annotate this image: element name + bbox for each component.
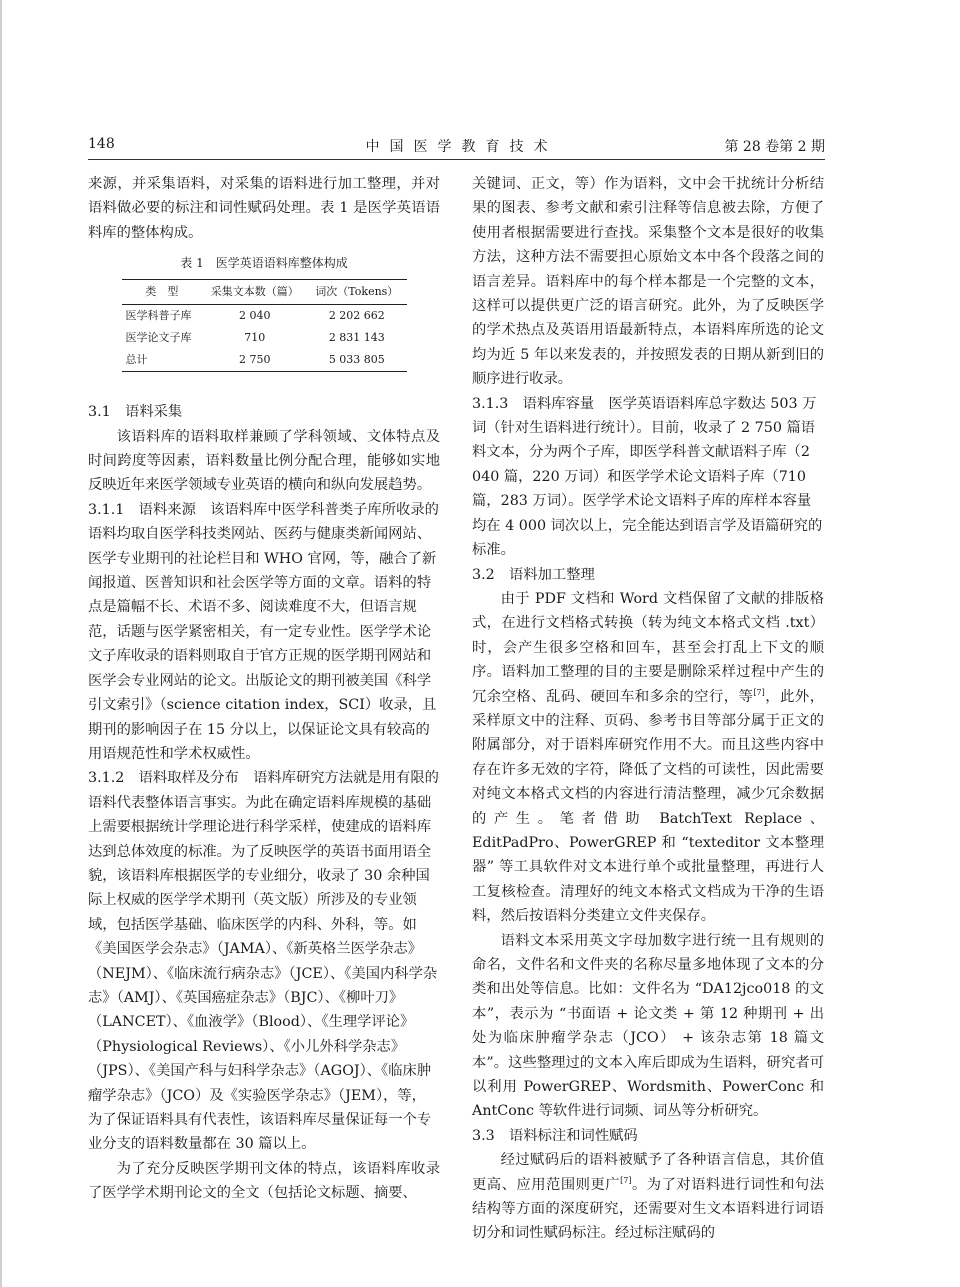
- left-column: [88, 172, 440, 1206]
- table-header-type: 类 型: [122, 280, 203, 305]
- continued-paragraph: 关键词、正文，等）作为语料，文中会干扰统计分析结果的图表、参考文献和索引注释等信息被去除，方便了使用者根据需要进行查找。采集整个文本是很好的收集方法，这种方法不需要担心原始文本中各个段落之间的语言差异。语料库中的每个样本都是一个完整的文本，这样可以提供更广泛的语言研究。此外，为了反映医学的学术热点及英语用语最新特点，本语料库所选的论文均为近 5 年以来发表的，并按照发表的日期从新到旧的顺序进行收录。: [472, 176, 824, 388]
- table-title: 表 1 医学英语语料库整体构成: [180, 256, 348, 271]
- table-cell: 710: [244, 331, 266, 345]
- table-cell: 2 040: [238, 309, 271, 323]
- table-header-texts: 采集文本数（篇）: [202, 280, 307, 305]
- section-3-3-paragraph: [472, 1148, 824, 1246]
- citation-ref: [7]: [620, 1175, 632, 1185]
- section-3-1-paragraph: 该语料库的语料取样兼顾了学科领域、文体特点及时间跨度等因素，语料数量比例分配合理，能够如实地反映近年来医学领域专业英语的横向和纵向发展趋势。: [88, 428, 440, 494]
- section-3-2-paragraph-2: 语料文本采用英文字母加数字进行统一且有规则的命名，文件名和文件夹的名称尽量多地体现了文本的分类和出处等信息。比如：文件名为 “DA12jco018 的文本”，表示为 “书面语 + 论文类 + 第 12 种期刊 + 出处为临床肿瘤学杂志（JCO） + 该杂志第 18 篇文本”。这些整理过的文本入库后即成为生语料，研究者可以利用 PowerGREP、Wordsmith、PowerConc 和 AntConc 等软件进行词频、词丛等分析研究。: [472, 932, 824, 1120]
- section-3-1-heading: 3.1 语料采集: [88, 404, 183, 421]
- table-cell: 医学论文子库: [125, 331, 192, 345]
- section-3-2-paragraph: [472, 587, 824, 929]
- table-row: [122, 349, 407, 372]
- table-header-row: [122, 280, 407, 305]
- table-cell: 总计: [125, 353, 148, 367]
- section-3-1-1-text: 该语料库中医学科普类子库所收录的语料均取自医学科技类网站、医药与健康类新闻网站、医学专业期刊的社论栏目和 WHO 官网，等，融合了新闻报道、医普知识和社会医学等方面的文章。语料的特点是篇幅不长、术语不多、阅读难度不大，但语言规范，话题与医学紧密相关，有一定专业性。医学学术论文子库收录的语料则取自于官方正规的医学期刊网站和医学会专业网站的论文。出版论文的期刊被美国《科学引文索引》（science citation index，SCI）收录，且期刊的影响因子在 15 分以上，以保证论文具有较高的用语规范性和学术权威性。: [88, 501, 439, 762]
- right-column: [472, 172, 824, 1246]
- issue-label: 第 28 卷第 2 期: [724, 139, 825, 155]
- section-3-3-text-b: 。为了对语料进行词性和句法结构等方面的深度研究，还需要对生文本语料进行词语切分和词性赋码标注。经过标注赋码的: [472, 1176, 825, 1242]
- table-row: [122, 327, 407, 349]
- table-header-tokens: 词次（Tokens）: [307, 280, 406, 305]
- table-cell: 2 202 662: [328, 309, 385, 323]
- section-3-1-2-paragraph-2: 为了充分反映医学期刊文体的特点，该语料库收录了医学学术期刊论文的全文（包括论文标题、摘要、: [88, 1160, 440, 1202]
- section-3-2-heading: 3.2 语料加工整理: [472, 566, 595, 583]
- table-cell: 2 831 143: [328, 331, 385, 345]
- page-header: [88, 136, 825, 160]
- header-rule: [88, 159, 825, 160]
- table-cell: 5 033 805: [328, 353, 385, 367]
- section-3-1-1-heading: 3.1.1 语料来源: [88, 501, 196, 518]
- section-3-1-2-text: 语料库研究方法就是用有限的语料代表整体语言事实。为此在确定语料库规模的基础上需要根据统计学理论进行科学采样，使建成的语料库达到总体效度的标准。为了反映医学的英语书面用语全貌，该语料库根据医学的专业细分，收录了 30 余种国际上权威的医学学术期刊（英文版）所涉及的专业领域，包括医学基础、临床医学的内科、外科，等。如《美国医学会杂志》（JAMA）、《新英格兰医学杂志》（NEJM）、《临床流行病杂志》（JCE）、《美国内科学杂志》（AMJ）、《英国癌症杂志》（BJC）、《柳叶刀》（LANCET）、《血液学》（Blood）、《生理学评论》（Physiological Reviews）、《小儿外科学杂志》（JPS）、《美国产科与妇科学杂志》（AGOJ）、《临床肿瘤学杂志》（JCO）及《实验医学杂志》（JEM），等，为了保证语料具有代表性，该语料库尽量保证每一个专业分支的语料数量都在 30 篇以上。: [88, 770, 439, 1153]
- section-3-2-text-b: ，此外，采样原文中的注释、页码、参考书目等部分属于正文的附属部分，对于语料库研究作用不大。而且这些内容中存在许多无效的字符，降低了文档的可读性，因此需要对纯文本格式文档的内容进行清洁整理，减少冗余数据的产生。笔者借助 BatchText Replace、EditPadPro、PowerGREP 和 “texteditor 文本整理器” 等工具软件对文本进行单个或批量整理，再进行人工复核检查。清理好的纯文本格式文档成为干净的生语料，然后按语料分类建立文件夹保存。: [472, 688, 825, 925]
- table-row: [122, 305, 407, 328]
- section-3-1-3-text: 医学英语语料库总字数达 503 万词（针对生语料进行统计）。目前，收录了 2 750 篇语料文本，分为两个子库，即医学科普文献语料子库（2 040 篇，220 万词）和医学学术论文语料子库（710 篇，283 万词）。医学学术论文语料子库的库样本容量均在 4 000 词次以上，完全能达到语言学及语篇研究的标准。: [472, 395, 823, 559]
- corpus-composition-table: [122, 279, 407, 372]
- section-3-3-text-a: 经过赋码后的语料被赋予了各种语言信息，其价值更高、应用范围则更广: [472, 1152, 824, 1193]
- table-cell: 医学科普子库: [125, 309, 192, 323]
- table-cell: 2 750: [238, 353, 271, 367]
- section-3-1-2-heading: 3.1.2 语料取样及分布: [88, 770, 239, 787]
- citation-ref: [7]: [753, 687, 765, 697]
- journal-title: 中国医学教育技术: [365, 139, 558, 155]
- section-3-2-text-a: 由于 PDF 文档和 Word 文档保留了文献的排版格式，在进行文档格式转换（转为纯文本格式文档 .txt）时，会产生很多空格和回车，甚至会打乱上下文的顺序。语料加工整理的目的主要是删除采样过程中产生的冗余空格、乱码、硬回车和多余的空行，等: [472, 590, 824, 705]
- section-3-3-heading: 3.3 语料标注和词性赋码: [472, 1127, 638, 1144]
- page-edge-line: [0, 0, 2, 1287]
- section-3-1-3-heading: 3.1.3 语料库容量: [472, 395, 595, 412]
- page-number: 148: [88, 136, 115, 152]
- intro-paragraph: 来源，并采集语料，对采集的语料进行加工整理，并对语料做必要的标注和词性赋码处理。表 1 是医学英语语料库的整体构成。: [88, 176, 440, 241]
